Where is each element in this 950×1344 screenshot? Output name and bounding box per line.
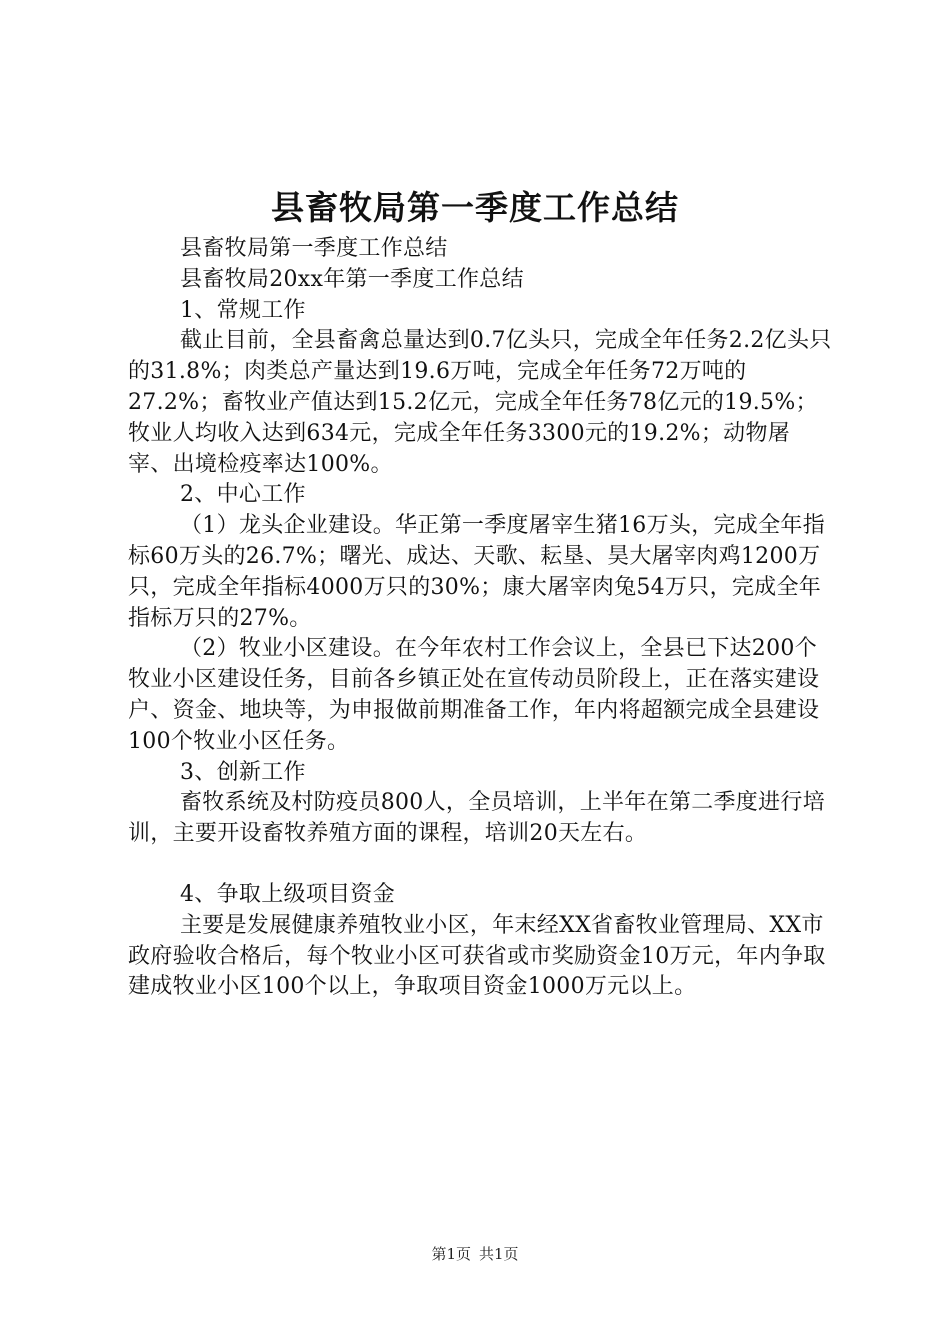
section-heading-4: 4、争取上级项目资金: [180, 881, 395, 907]
document-title: 县畜牧局第一季度工作总结: [271, 188, 679, 227]
section-heading-2: 2、中心工作: [180, 482, 306, 508]
paragraph-pasture-districts: （2）牧业小区建设。在今年农村工作会议上，全县已下达200个牧业小区建设任务，目前各乡镇正处在宣传动员阶段上，正在落实建设户、资金、地块等，为申报做前期准备工作，年内将超额完成全县建设100个牧业小区任务。: [128, 636, 820, 754]
paragraph-innovation-work: 畜牧系统及村防疫员800人，全员培训，上半年在第二季度进行培训，主要开设畜牧养殖方面的课程，培训20天左右。: [128, 790, 825, 847]
section-heading-3: 3、创新工作: [180, 759, 306, 785]
paragraph-spacer: [128, 850, 834, 880]
paragraph-project-funds: 主要是发展健康养殖牧业小区，年末经XX省畜牧业管理局、XX市政府验收合格后，每个牧业小区可获省或市奖励资金10万元，年内争取建成牧业小区100个以上，争取项目资金1000万元以上。: [128, 912, 826, 1000]
body-line-subtitle: 县畜牧局20xx年第一季度工作总结: [180, 266, 524, 292]
paragraph-leading-enterprises: （1）龙头企业建设。华正第一季度屠宰生猪16万头，完成全年指标60万头的26.7%；曙光、成达、天歌、耘垦、昊大屠宰肉鸡1200万只，完成全年指标4000万只的30%；康大屠宰肉兔54万只，完成全年指标万只的27%。: [128, 513, 825, 631]
page-total: 共1页: [479, 1245, 519, 1263]
body-line-title-repeat: 县畜牧局第一季度工作总结: [180, 236, 448, 261]
document-body: [128, 234, 834, 1003]
paragraph-routine-work: 截止目前，全县畜禽总量达到0.7亿头只，完成全年任务2.2亿头只的31.8%；肉类总产量达到19.6万吨，完成全年任务72万吨的27.2%；畜牧业产值达到15.2亿元，完成全年任务78亿元的19.5%；牧业人均收入达到634元，完成全年任务3300元的19.2%；动物屠宰、出境检疫率达100%。: [128, 328, 832, 477]
section-heading-1: 1、常规工作: [180, 297, 306, 323]
page-footer: [0, 1243, 950, 1265]
page-number: 第1页: [431, 1245, 471, 1263]
